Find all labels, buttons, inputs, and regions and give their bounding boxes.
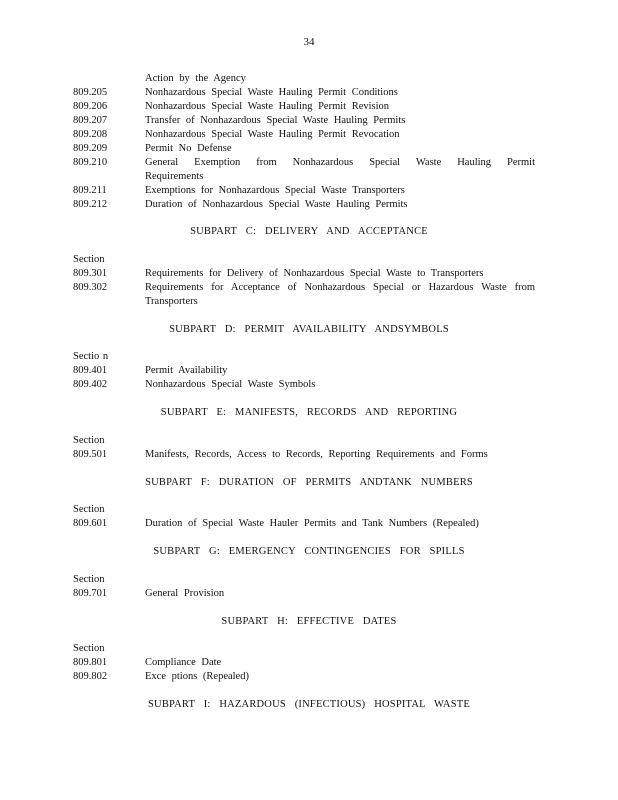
section-number: 809.208 xyxy=(73,129,108,140)
section-title: Nonhazardous Special Waste Hauling Permit Revision xyxy=(145,101,390,112)
subpart-heading-text: SUBPART F: DURATION OF PERMITS ANDTANK NUMBERS xyxy=(145,477,473,488)
section-entry xyxy=(0,86,618,100)
section-entry xyxy=(0,448,618,462)
subpart-heading-text: SUBPART D: PERMIT AVAILABILITY ANDSYMBOLS xyxy=(169,324,449,335)
section-title: General Exemption from Nonhazardous Special Waste Hauling Permit xyxy=(145,157,535,168)
section-number: Sectio n xyxy=(73,351,109,362)
subpart-heading-text: SUBPART G: EMERGENCY CONTINGENCIES FOR SPILLS xyxy=(153,546,465,557)
section-entry xyxy=(0,364,618,378)
section-entry xyxy=(0,128,618,142)
section-entry xyxy=(0,573,618,587)
section-entry xyxy=(0,656,618,670)
section-title: Action by the Agency xyxy=(145,73,246,84)
section-number: 809.302 xyxy=(73,282,108,293)
section-entry xyxy=(0,503,618,517)
section-number: 809.701 xyxy=(73,588,108,599)
subpart-heading xyxy=(0,323,618,337)
section-title: Permit Availability xyxy=(145,365,228,376)
subpart-heading xyxy=(0,406,618,420)
section-number: 809.802 xyxy=(73,671,108,682)
section-title: Requirements xyxy=(145,171,204,182)
subpart-heading-text: SUBPART E: MANIFESTS, RECORDS AND REPORTING xyxy=(160,407,458,418)
subpart-heading xyxy=(0,615,618,629)
section-entry xyxy=(0,142,618,156)
subpart-heading xyxy=(0,545,618,559)
section-entry xyxy=(0,295,618,309)
section-entry xyxy=(0,378,618,392)
section-entry xyxy=(0,267,618,281)
subpart-heading xyxy=(0,476,618,490)
section-number: 809.801 xyxy=(73,657,108,668)
section-entry xyxy=(0,670,618,684)
subpart-heading-text: SUBPART C: DELIVERY AND ACCEPTANCE xyxy=(190,226,428,237)
section-number: Section xyxy=(73,254,105,265)
section-entry xyxy=(0,100,618,114)
section-title: Nonhazardous Special Waste Hauling Permit Conditions xyxy=(145,87,398,98)
section-number: 809.601 xyxy=(73,518,108,529)
section-title: Duration of Special Waste Hauler Permits and Tank Numbers (Repealed) xyxy=(145,518,479,529)
subpart-heading-text: SUBPART I: HAZARDOUS (INFECTIOUS) HOSPITAL WASTE xyxy=(148,699,470,710)
section-entry xyxy=(0,587,618,601)
section-title: Requirements for Delivery of Nonhazardous Special Waste to Transporters xyxy=(145,268,484,279)
section-title: Requirements for Acceptance of Nonhazardous Special or Hazardous Waste from xyxy=(145,282,535,293)
section-number: 809.205 xyxy=(73,87,108,98)
section-number: 809.402 xyxy=(73,379,108,390)
section-entry xyxy=(0,198,618,212)
section-number: 809.401 xyxy=(73,365,108,376)
subpart-heading-text: SUBPART H: EFFECTIVE DATES xyxy=(221,616,397,627)
section-entry xyxy=(0,253,618,267)
section-entry xyxy=(0,156,618,170)
section-number: Section xyxy=(73,435,105,446)
section-entry xyxy=(0,642,618,656)
section-number: Section xyxy=(73,574,105,585)
section-number: 809.206 xyxy=(73,101,108,112)
section-number: 809.212 xyxy=(73,199,108,210)
section-title: Transporters xyxy=(145,296,198,307)
section-number: 809.501 xyxy=(73,449,108,460)
section-number: 809.211 xyxy=(73,185,107,196)
section-entry xyxy=(0,281,618,295)
section-entry xyxy=(0,114,618,128)
section-entry xyxy=(0,170,618,184)
page-number: 34 xyxy=(303,36,315,48)
section-title: Manifests, Records, Access to Records, Reporting Requirements and Forms xyxy=(145,449,488,460)
section-title: Exemptions for Nonhazardous Special Waste Transporters xyxy=(145,185,405,196)
section-entry xyxy=(0,184,618,198)
section-title: Nonhazardous Special Waste Hauling Permit Revocation xyxy=(145,129,400,140)
section-title: Exce ptions (Repealed) xyxy=(145,671,249,682)
section-number: Section xyxy=(73,643,105,654)
section-entry xyxy=(0,350,618,364)
section-entry xyxy=(0,72,618,86)
section-number: 809.301 xyxy=(73,268,108,279)
section-number: Section xyxy=(73,504,105,515)
subpart-heading xyxy=(0,225,618,239)
section-entry xyxy=(0,434,618,448)
section-number: 809.209 xyxy=(73,143,108,154)
section-title: Nonhazardous Special Waste Symbols xyxy=(145,379,316,390)
section-title: Duration of Nonhazardous Special Waste Hauling Permits xyxy=(145,199,408,210)
section-number: 809.210 xyxy=(73,157,108,168)
section-title: General Provision xyxy=(145,588,225,599)
section-number: 809.207 xyxy=(73,115,108,126)
section-entry xyxy=(0,517,618,531)
section-title: Permit No Defense xyxy=(145,143,232,154)
subpart-heading xyxy=(0,698,618,712)
section-title: Compliance Date xyxy=(145,657,222,668)
section-title: Transfer of Nonhazardous Special Waste Hauling Permits xyxy=(145,115,406,126)
